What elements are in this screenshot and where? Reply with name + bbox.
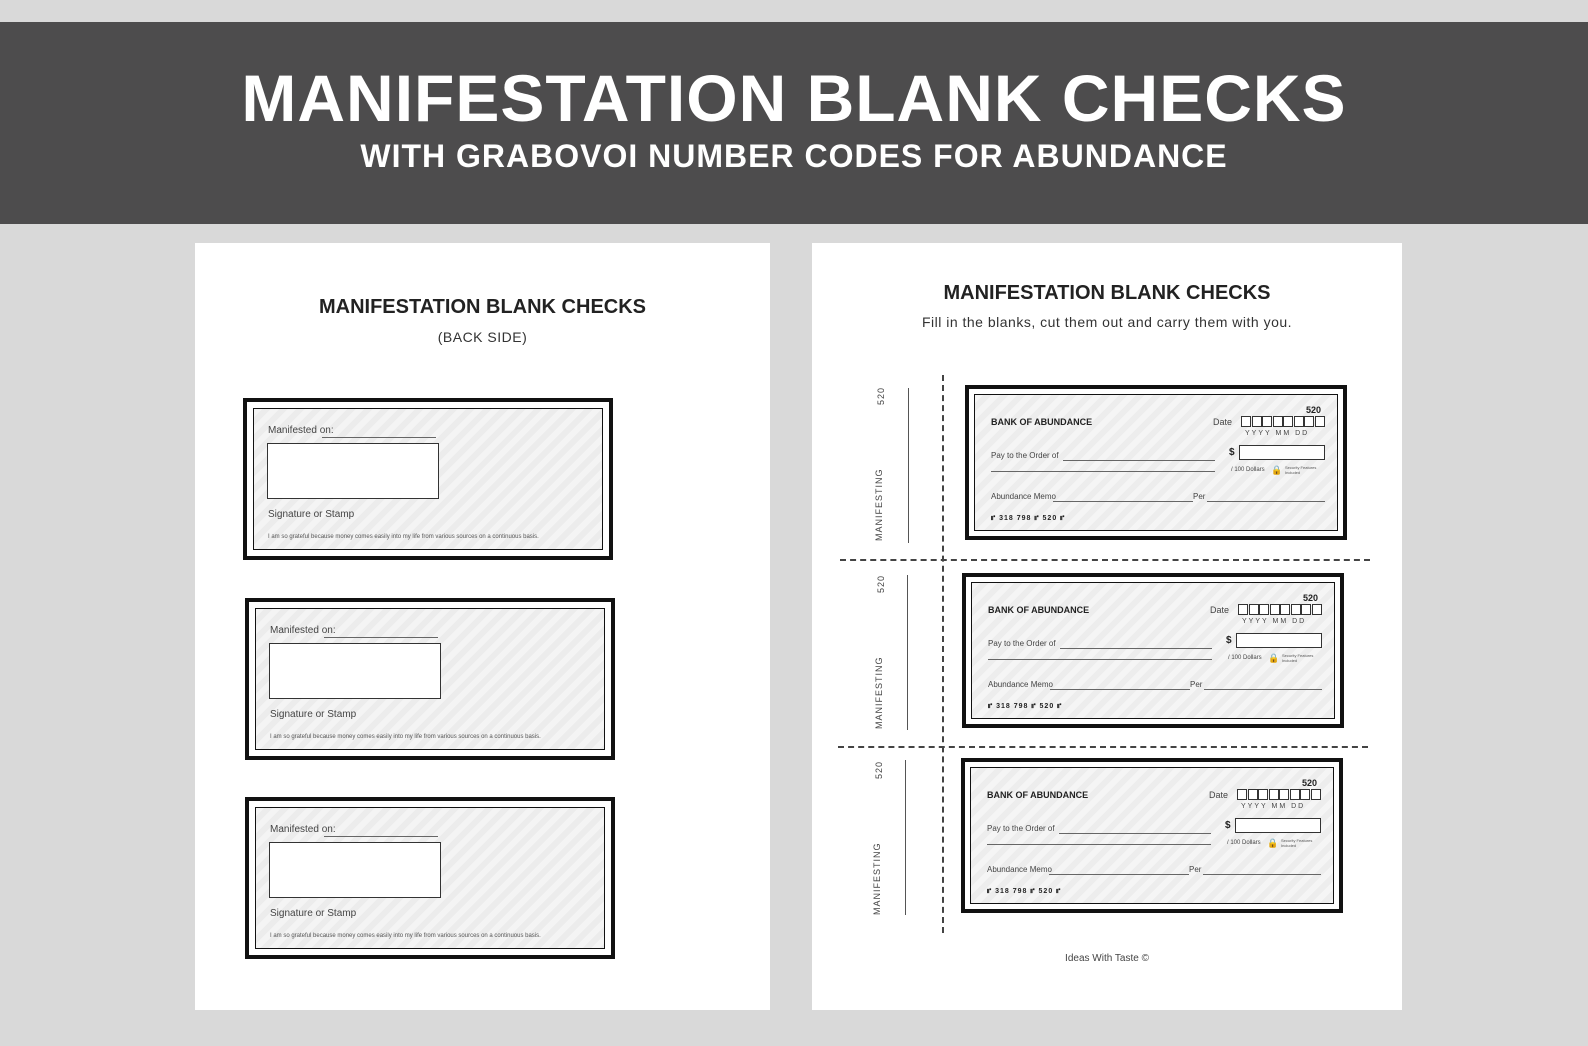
grateful-text: I am so grateful because money comes easily into my life from various sources on a continuous basis. (270, 734, 541, 740)
memo-label: Abundance Memo (988, 680, 1053, 689)
stub-number: 520 (876, 386, 887, 406)
micr-line: ⑈ 318 798 ⑈ 520 ⑈ (987, 888, 1062, 895)
per-line (1203, 874, 1321, 875)
back-card-inner (253, 408, 603, 550)
date-label: Date (1210, 605, 1230, 615)
manifested-line (322, 437, 436, 438)
stub-label: MANIFESTING (874, 468, 884, 541)
back-card (245, 797, 615, 959)
date-boxes (1237, 789, 1321, 800)
pay-label: Pay to the Order of (987, 824, 1055, 833)
bank-name: BANK OF ABUNDANCE (991, 417, 1093, 427)
memo-line (1049, 874, 1189, 875)
manifested-line (324, 836, 438, 837)
check (965, 385, 1347, 540)
date-label: Date (1213, 417, 1233, 427)
stub-label: MANIFESTING (872, 842, 882, 915)
hundred-dollars-label: / 100 Dollars (1231, 467, 1265, 473)
bank-name: BANK OF ABUNDANCE (988, 605, 1090, 615)
pay-line (1059, 833, 1211, 834)
per-label: Per (1193, 492, 1206, 501)
memo-line (1050, 689, 1190, 690)
banner-title: MANIFESTATION BLANK CHECKS (241, 61, 1347, 135)
back-card (243, 398, 613, 560)
hundred-dollars-label: / 100 Dollars (1228, 655, 1262, 661)
dollar-sign: $ (1229, 447, 1235, 458)
footer-credit: Ideas With Taste © (1065, 953, 1149, 964)
hundred-dollars-label: / 100 Dollars (1227, 840, 1261, 846)
back-side-page (195, 243, 770, 1010)
check (961, 758, 1343, 913)
banner-subtitle: WITH GRABOVOI NUMBER CODES FOR ABUNDANCE (360, 138, 1228, 174)
page-instructions: Fill in the blanks, cut them out and carry them with you. (921, 314, 1293, 330)
per-label: Per (1189, 865, 1202, 874)
page-subtitle: (BACK SIDE) (437, 329, 528, 345)
memo-label: Abundance Memo (987, 865, 1052, 874)
lock-icon: 🔒 (1271, 465, 1283, 475)
signature-label: Signature or Stamp (270, 908, 357, 919)
pay-line (1060, 648, 1212, 649)
manifested-label: Manifested on: (270, 824, 336, 835)
check-inner (971, 582, 1335, 719)
check-number: 520 (1302, 593, 1318, 603)
dollar-sign: $ (1226, 635, 1232, 646)
pay-line (1063, 460, 1215, 461)
per-line (1204, 689, 1322, 690)
amount-box (1239, 445, 1325, 460)
security-text: Security Features Included (1282, 653, 1314, 663)
lock-icon: 🔒 (1268, 653, 1280, 663)
pay-label: Pay to the Order of (991, 451, 1059, 460)
signature-box (269, 842, 441, 898)
back-card-inner (255, 807, 605, 949)
grateful-text: I am so grateful because money comes easily into my life from various sources on a continuous basis. (270, 933, 541, 939)
stub-label: MANIFESTING (874, 656, 884, 729)
lock-icon: 🔒 (1267, 838, 1279, 848)
manifested-label: Manifested on: (270, 625, 336, 636)
micr-line: ⑈ 318 798 ⑈ 520 ⑈ (988, 703, 1063, 710)
grateful-text: I am so grateful because money comes easily into my life from various sources on a continuous basis. (268, 534, 539, 540)
signature-box (267, 443, 439, 499)
date-label: Date (1209, 790, 1229, 800)
check-inner (970, 767, 1334, 904)
micr-line: ⑈ 318 798 ⑈ 520 ⑈ (991, 515, 1066, 522)
vertical-cut-line (942, 375, 944, 933)
amount-box (1235, 818, 1321, 833)
date-boxes (1238, 604, 1322, 615)
back-card (245, 598, 615, 760)
signature-label: Signature or Stamp (270, 709, 357, 720)
amount-words-line (991, 471, 1215, 472)
page-title: MANIFESTATION BLANK CHECKS (943, 282, 1271, 304)
security-text: Security Features Included (1281, 838, 1313, 848)
header-banner (0, 22, 1588, 224)
date-format: YYYY MM DD (1245, 430, 1310, 437)
per-line (1207, 501, 1325, 502)
date-boxes (1241, 416, 1325, 427)
stub-number: 520 (874, 760, 885, 780)
back-card-inner (255, 608, 605, 750)
page-title: MANIFESTATION BLANK CHECKS (318, 296, 647, 318)
check-number: 520 (1305, 405, 1321, 415)
amount-words-line (987, 844, 1211, 845)
pay-label: Pay to the Order of (988, 639, 1056, 648)
horizontal-cut-line (840, 559, 1370, 561)
amount-words-line (988, 659, 1212, 660)
per-label: Per (1190, 680, 1203, 689)
manifested-label: Manifested on: (268, 425, 334, 436)
amount-box (1236, 633, 1322, 648)
memo-label: Abundance Memo (991, 492, 1056, 501)
stub-number: 520 (876, 574, 887, 594)
bank-name: BANK OF ABUNDANCE (987, 790, 1089, 800)
dollar-sign: $ (1225, 820, 1231, 831)
signature-box (269, 643, 441, 699)
stub-line (905, 760, 906, 915)
signature-label: Signature or Stamp (268, 509, 355, 520)
check-number: 520 (1301, 778, 1317, 788)
stub-line (908, 388, 909, 543)
stub-line (907, 575, 908, 730)
date-format: YYYY MM DD (1242, 618, 1307, 625)
date-format: YYYY MM DD (1241, 803, 1306, 810)
check (962, 573, 1344, 728)
manifested-line (324, 637, 438, 638)
horizontal-cut-line (838, 746, 1368, 748)
front-side-page (812, 243, 1402, 1010)
memo-line (1053, 501, 1193, 502)
security-text: Security Features Included (1285, 465, 1317, 475)
check-inner (974, 394, 1338, 531)
